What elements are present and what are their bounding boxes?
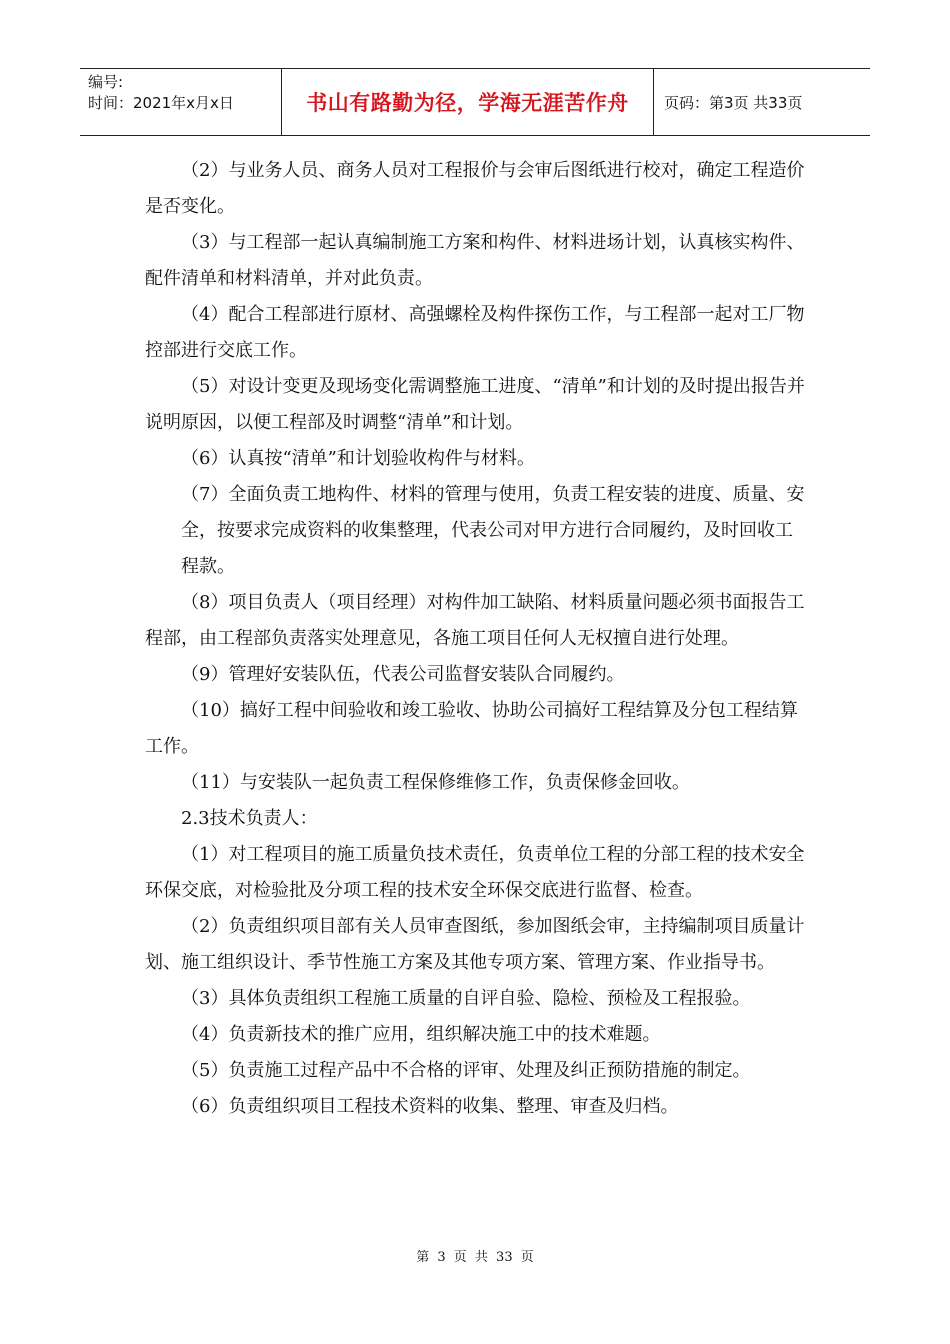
paragraph: （1）对工程项目的施工质量负技术责任，负责单位工程的分部工程的技术安全环保交底，对检验批及分项工程的技术安全环保交底进行监督、检查。 <box>145 844 805 901</box>
paragraph: （9）管理好安装队伍，代表公司监督安装队合同履约。 <box>181 664 625 685</box>
paragraph: （5）负责施工过程产品中不合格的评审、处理及纠正预防措施的制定。 <box>181 1060 751 1081</box>
page-footer: 第 3 页 共 33 页 <box>416 1250 534 1265</box>
header-meta <box>80 69 282 135</box>
paragraph: （5）对设计变更及现场变化需调整施工进度、“清单”和计划的及时提出报告并说明原因，以便工程部及时调整“清单”和计划。 <box>145 376 805 433</box>
paragraph: （3）与工程部一起认真编制施工方案和构件、材料进场计划，认真核实构件、配件清单和材料清单，并对此负责。 <box>145 232 805 289</box>
paragraph: （10）搞好工程中间验收和竣工验收、协助公司搞好工程结算及分包工程结算工作。 <box>145 700 798 757</box>
paragraph: （7）全面负责工地构件、材料的管理与使用，负责工程安装的进度、质量、安全，按要求完成资料的收集整理，代表公司对甲方进行合同履约，及时回收工程款。 <box>181 484 805 577</box>
time-label: 时间：2021年x月x日 <box>88 94 234 112</box>
document-body <box>145 153 810 1125</box>
paragraph: （4）负责新技术的推广应用，组织解决施工中的技术难题。 <box>181 1024 661 1045</box>
paragraph: （2）负责组织项目部有关人员审查图纸，参加图纸会审，主持编制项目质量计划、施工组织设计、季节性施工方案及其他专项方案、管理方案、作业指导书。 <box>145 916 805 973</box>
paragraph: （6）认真按“清单”和计划验收构件与材料。 <box>181 448 535 469</box>
paragraph: （3）具体负责组织工程施工质量的自评自验、隐检、预检及工程报验。 <box>181 988 751 1009</box>
number-label: 编号: <box>88 73 124 91</box>
page-header <box>80 68 870 136</box>
header-motto: 书山有路勤为径，学海无涯苦作舟 <box>282 69 654 135</box>
paragraph: （8）项目负责人（项目经理）对构件加工缺陷、材料质量问题必须书面报告工程部，由工程部负责落实处理意见，各施工项目任何人无权擅自进行处理。 <box>145 592 805 649</box>
paragraph: （4）配合工程部进行原材、高强螺栓及构件探伤工作，与工程部一起对工厂物控部进行交底工作。 <box>145 304 805 361</box>
header-page-code: 页码：第3页 共33页 <box>664 93 803 112</box>
paragraph: （2）与业务人员、商务人员对工程报价与会审后图纸进行校对，确定工程造价是否变化。 <box>145 160 805 217</box>
section-heading: 2.3技术负责人： <box>181 808 318 829</box>
paragraph: （6）负责组织项目工程技术资料的收集、整理、审查及归档。 <box>181 1096 679 1117</box>
paragraph: （11）与安装队一起负责工程保修维修工作，负责保修金回收。 <box>181 772 690 793</box>
